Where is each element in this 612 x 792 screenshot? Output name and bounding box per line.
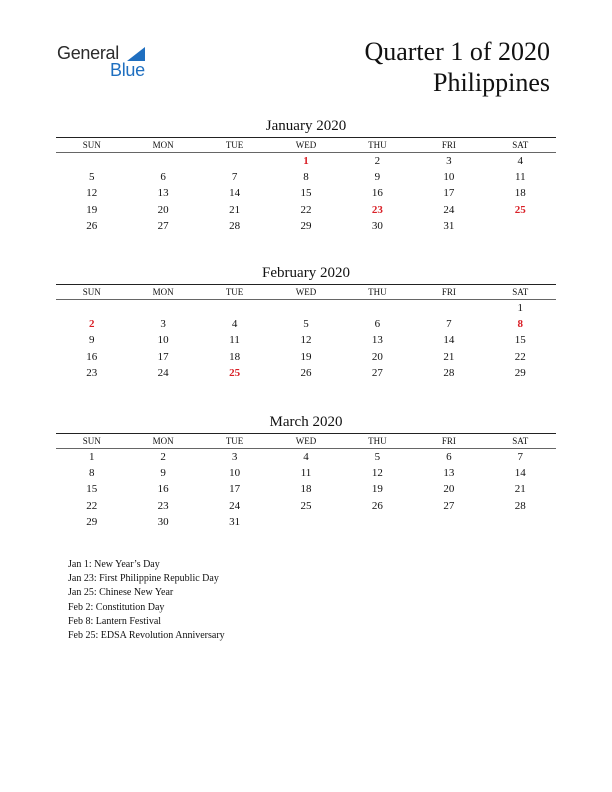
day-cell: 18 bbox=[229, 350, 241, 363]
holiday-note: Jan 25: Chinese New Year bbox=[68, 587, 174, 599]
day-cell: 1 bbox=[88, 451, 95, 463]
day-cell: 17 bbox=[443, 187, 455, 200]
day-cell: 13 bbox=[443, 467, 455, 480]
day-grid bbox=[56, 285, 556, 381]
holiday-day-cell: 25 bbox=[229, 366, 241, 379]
day-cell: 27 bbox=[371, 366, 383, 379]
day-cell: 15 bbox=[514, 334, 526, 347]
empty-day-cell bbox=[199, 153, 270, 169]
weekday-header: MON bbox=[127, 285, 198, 300]
day-cell: 10 bbox=[157, 334, 169, 347]
day-cell: 3 bbox=[160, 318, 166, 331]
day-cell: 6 bbox=[160, 171, 166, 184]
day-cell: 16 bbox=[157, 483, 169, 496]
day-cell: 3 bbox=[446, 155, 452, 167]
holiday-note: Feb 25: EDSA Revolution Anniversary bbox=[68, 630, 225, 642]
day-cell: 22 bbox=[86, 499, 98, 512]
empty-day-cell bbox=[413, 514, 484, 530]
day-cell: 26 bbox=[86, 219, 98, 232]
day-cell: 21 bbox=[514, 483, 526, 496]
day-cell: 12 bbox=[371, 467, 383, 480]
day-cell: 11 bbox=[300, 467, 312, 480]
logo-text-general: General bbox=[57, 43, 119, 63]
day-cell: 14 bbox=[229, 187, 241, 200]
empty-day-cell bbox=[127, 300, 198, 316]
day-cell: 23 bbox=[157, 499, 169, 512]
month-calendar-january bbox=[56, 117, 556, 234]
logo-text-blue: Blue bbox=[110, 60, 145, 80]
weekday-header: FRI bbox=[413, 285, 484, 300]
day-cell: 20 bbox=[371, 350, 383, 363]
empty-day-cell bbox=[127, 153, 198, 169]
day-cell: 17 bbox=[229, 483, 241, 496]
day-cell: 26 bbox=[300, 366, 312, 379]
day-cell: 30 bbox=[157, 515, 169, 528]
empty-day-cell bbox=[342, 514, 413, 530]
day-cell: 5 bbox=[303, 318, 309, 331]
weekday-header: TUE bbox=[199, 434, 270, 449]
month-title: January 2020 bbox=[265, 118, 347, 134]
day-cell: 3 bbox=[231, 451, 238, 463]
generalblue-logo bbox=[57, 43, 157, 83]
day-cell: 10 bbox=[443, 171, 455, 184]
day-cell: 11 bbox=[514, 171, 526, 184]
weekday-header: FRI bbox=[413, 138, 484, 153]
empty-day-cell bbox=[56, 153, 127, 169]
holiday-day-cell: 1 bbox=[303, 155, 309, 167]
weekday-header: SUN bbox=[56, 434, 127, 449]
empty-day-cell bbox=[270, 300, 341, 316]
holiday-day-cell: 2 bbox=[88, 318, 95, 331]
holiday-note: Jan 23: First Philippine Republic Day bbox=[68, 573, 219, 585]
day-cell: 2 bbox=[160, 451, 166, 463]
day-cell: 5 bbox=[88, 171, 95, 184]
country-title: Philippines bbox=[432, 68, 550, 97]
day-cell: 6 bbox=[374, 318, 381, 331]
day-cell: 20 bbox=[443, 483, 455, 496]
day-cell: 2 bbox=[374, 155, 381, 167]
day-cell: 18 bbox=[300, 483, 312, 496]
day-cell: 1 bbox=[517, 302, 524, 314]
day-grid bbox=[56, 434, 556, 530]
day-cell: 12 bbox=[86, 187, 98, 200]
day-grid bbox=[56, 138, 556, 234]
day-cell: 8 bbox=[303, 171, 309, 184]
day-cell: 27 bbox=[443, 499, 455, 512]
day-cell: 22 bbox=[300, 203, 312, 216]
day-cell: 31 bbox=[443, 219, 455, 232]
day-cell: 28 bbox=[443, 366, 455, 379]
day-cell: 13 bbox=[157, 187, 169, 200]
empty-day-cell bbox=[485, 218, 556, 234]
day-cell: 25 bbox=[300, 499, 312, 512]
day-cell: 23 bbox=[86, 366, 98, 379]
day-cell: 29 bbox=[86, 515, 98, 528]
weekday-header: FRI bbox=[413, 434, 484, 449]
day-cell: 15 bbox=[300, 187, 312, 200]
day-cell: 29 bbox=[514, 366, 526, 379]
weekday-header: TUE bbox=[199, 138, 270, 153]
day-cell: 7 bbox=[517, 451, 524, 463]
day-cell: 31 bbox=[229, 515, 241, 528]
holiday-day-cell: 8 bbox=[517, 318, 524, 331]
weekday-header: THU bbox=[342, 285, 413, 300]
month-title: February 2020 bbox=[262, 265, 350, 281]
weekday-header: SAT bbox=[485, 285, 556, 300]
month-calendar-february bbox=[56, 264, 556, 381]
day-cell: 9 bbox=[160, 467, 166, 480]
weekday-header: SUN bbox=[56, 285, 127, 300]
day-cell: 14 bbox=[514, 467, 526, 480]
weekday-header: SAT bbox=[485, 434, 556, 449]
weekday-header: THU bbox=[342, 434, 413, 449]
day-cell: 9 bbox=[374, 171, 381, 184]
day-cell: 21 bbox=[443, 350, 455, 363]
day-cell: 18 bbox=[514, 187, 526, 200]
day-cell: 7 bbox=[231, 171, 238, 184]
day-cell: 8 bbox=[88, 467, 95, 480]
holiday-note: Feb 8: Lantern Festival bbox=[68, 615, 162, 627]
day-cell: 16 bbox=[371, 187, 383, 200]
weekday-header: WED bbox=[270, 138, 341, 153]
day-cell: 19 bbox=[300, 350, 312, 363]
holiday-day-cell: 25 bbox=[514, 203, 526, 216]
day-cell: 24 bbox=[157, 366, 169, 379]
weekday-header: SAT bbox=[485, 138, 556, 153]
holiday-day-cell: 23 bbox=[371, 203, 383, 216]
day-cell: 28 bbox=[514, 499, 526, 512]
day-cell: 5 bbox=[374, 451, 381, 463]
day-cell: 14 bbox=[443, 334, 455, 347]
day-cell: 4 bbox=[517, 155, 524, 167]
day-cell: 7 bbox=[446, 318, 452, 331]
day-cell: 16 bbox=[86, 350, 98, 363]
weekday-header: TUE bbox=[199, 285, 270, 300]
day-cell: 28 bbox=[229, 219, 241, 232]
empty-day-cell bbox=[270, 514, 341, 530]
day-cell: 27 bbox=[157, 219, 169, 232]
empty-day-cell bbox=[342, 300, 413, 316]
day-cell: 20 bbox=[157, 203, 169, 216]
day-cell: 15 bbox=[86, 483, 98, 496]
day-cell: 4 bbox=[231, 318, 238, 331]
weekday-header: THU bbox=[342, 138, 413, 153]
day-cell: 29 bbox=[300, 219, 312, 232]
day-cell: 11 bbox=[229, 334, 240, 347]
day-cell: 9 bbox=[88, 334, 95, 347]
day-cell: 30 bbox=[371, 219, 383, 232]
weekday-header: WED bbox=[270, 434, 341, 449]
empty-day-cell bbox=[413, 300, 484, 316]
day-cell: 12 bbox=[300, 334, 312, 347]
month-title: March 2020 bbox=[269, 414, 343, 430]
holiday-note: Jan 1: New Year’s Day bbox=[68, 559, 160, 570]
day-cell: 10 bbox=[229, 467, 241, 480]
weekday-header: MON bbox=[127, 138, 198, 153]
quarter-title: Quarter 1 of 2020 bbox=[364, 37, 550, 66]
holiday-notes-list bbox=[68, 558, 225, 643]
empty-day-cell bbox=[56, 300, 127, 316]
month-calendar-march bbox=[56, 413, 556, 530]
day-cell: 21 bbox=[229, 203, 241, 216]
weekday-header: SUN bbox=[56, 138, 127, 153]
empty-day-cell bbox=[485, 514, 556, 530]
day-cell: 19 bbox=[86, 203, 98, 216]
weekday-header: WED bbox=[270, 285, 341, 300]
day-cell: 22 bbox=[514, 350, 526, 363]
holiday-note: Feb 2: Constitution Day bbox=[68, 601, 165, 613]
day-cell: 24 bbox=[443, 203, 455, 216]
weekday-header: MON bbox=[127, 434, 198, 449]
empty-day-cell bbox=[199, 300, 270, 316]
day-cell: 6 bbox=[446, 451, 452, 463]
day-cell: 4 bbox=[303, 451, 309, 463]
day-cell: 17 bbox=[157, 350, 169, 363]
logo-triangle-icon bbox=[127, 47, 145, 61]
day-cell: 26 bbox=[371, 499, 383, 512]
day-cell: 19 bbox=[371, 483, 383, 496]
page-title bbox=[364, 36, 550, 98]
day-cell: 24 bbox=[229, 499, 241, 512]
day-cell: 13 bbox=[371, 334, 383, 347]
